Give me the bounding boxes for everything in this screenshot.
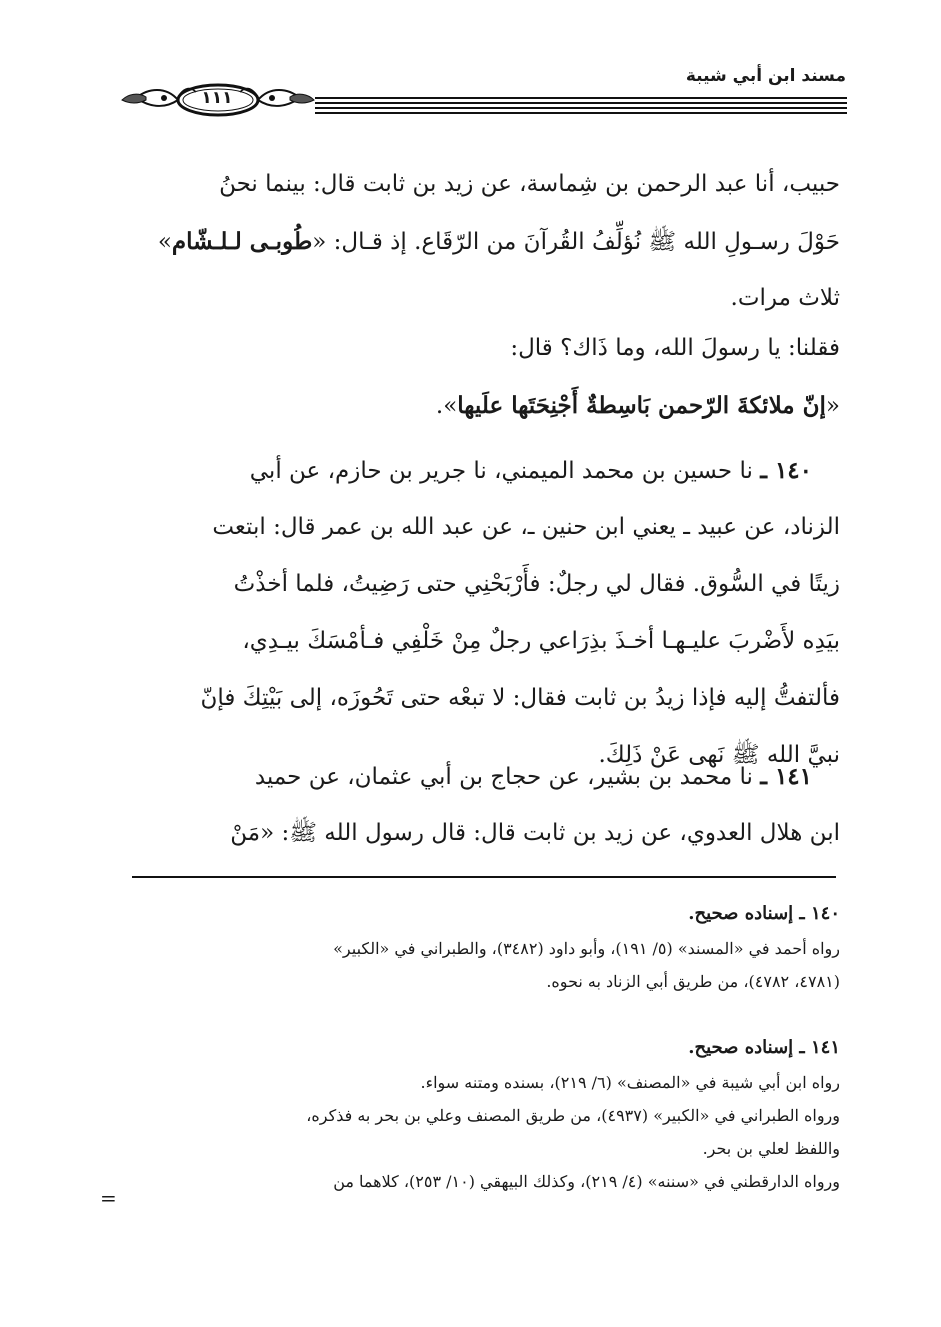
text-line: فألتفتُّ إليه فإذا زيدُ بن ثابت فقال: لا تبعْه حتى تَحُوزَه، إلى بَيْتِكَ فإنّ [200, 685, 840, 711]
footnote-141 [120, 1030, 840, 1198]
hadith-140 [125, 442, 840, 784]
text-line: نبيَّ الله ﷺ نَهى عَنْ ذَلِكَ. [598, 742, 840, 768]
continuation-mark: = [100, 1186, 117, 1210]
footnote-line: (٤٧٨١، ٤٧٨٢)، من طريق أبي الزناد به نحوه. [546, 972, 840, 991]
footnote-heading: ١٤١ ـ إسناده صحيح. [688, 1037, 840, 1058]
header-rules [315, 97, 847, 115]
hadith-quote: إنّ ملائكةَ الرّحمن بَاسِطةٌ أَجْنِحَتَها علَيها [457, 392, 826, 419]
text-line: بيَدِه لأَضْربَ عليـهـا أخـذَ بذِرَاعي رجلٌ مِنْ خَلْفِي فـأمْسَكَ بيـدِي، [242, 628, 840, 654]
text-line: حَوْلَ رسـولِ الله ﷺ نُؤلِّفُ القُرآنَ من الرّقَاع. إذ قـال: «طُوبـى لـلـشّام» [157, 228, 840, 255]
footnote-line: ورواه الدارقطني في «سننه» (٤/ ٢١٩)، وكذلك البيهقي (١٠/ ٢٥٣)، كلاهما من [333, 1172, 840, 1191]
text-line: ثلاث مرات. [730, 285, 840, 311]
footnote-line: رواه أحمد في «المسند» (٥/ ١٩١)، وأبو داود (٣٤٨٢)، والطبراني في «الكبير» [333, 939, 840, 958]
text-line: ١٤١ ـ نا محمد بن بشير، عن حجاج بن أبي عثمان، عن حميد [254, 763, 812, 790]
text-line: ١٤٠ ـ نا حسين بن محمد الميمني، نا جرير بن حازم، عن أبي [249, 457, 812, 484]
hadith-quote: طُوبـى لـلـشّام [171, 228, 313, 255]
text-line: زيتًا في السُّوق. فقال لي رجلٌ: فأَرْبَحْنِي حتى رَضِيتُ، فلما أخذْتُ [233, 571, 840, 597]
hadith-141 [125, 748, 840, 862]
hadith-number: ١٤٠ ـ [760, 457, 812, 484]
running-header-title: مسند ابن أبي شيبة [685, 66, 846, 86]
hadith-number: ١٤١ ـ [760, 763, 812, 790]
text-line: «إنّ ملائكةَ الرّحمن بَاسِطةٌ أَجْنِحَتَها علَيها». [435, 392, 840, 419]
text-line: حبيب، أنا عبد الرحمن بن شِماسة، عن زيد بن ثابت قال: بينما نحنُ [219, 171, 840, 197]
body-paragraph-1 [125, 156, 840, 327]
footnote-separator [132, 876, 836, 878]
text-line: فقلنا: يا رسولَ الله، وما ذَاك؟ قال: [510, 335, 840, 361]
footnote-140 [120, 896, 840, 998]
page-number: ١١١ [201, 88, 233, 108]
footnote-line: واللفظ لعلي بن بحر. [702, 1139, 840, 1158]
body-paragraph-2 [125, 320, 840, 434]
footnote-line: رواه ابن أبي شيبة في «المصنف» (٦/ ٢١٩)، بسنده ومتنه سواء. [420, 1073, 840, 1092]
text-line: الزناد، عن عبيد ـ يعني ابن حنين ـ، عن عبد الله بن عمر قال: ابتعت [212, 514, 840, 540]
footnote-heading: ١٤٠ ـ إسناده صحيح. [688, 903, 840, 924]
text-line: ابن هلال العدوي، عن زيد بن ثابت قال: قال رسول الله ﷺ: «مَنْ [230, 820, 840, 846]
footnote-line: ورواه الطبراني في «الكبير» (٤٩٣٧)، من طريق المصنف وعلي بن بحر به فذكره، [306, 1106, 840, 1125]
